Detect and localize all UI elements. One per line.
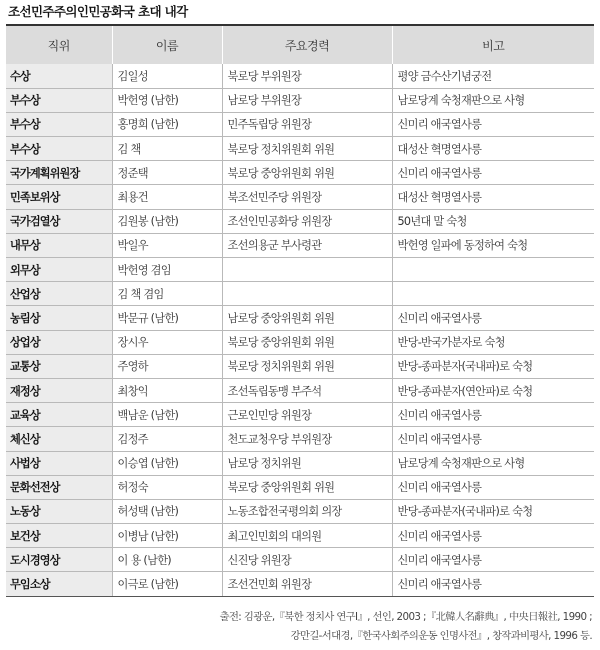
cell-name: 김 책 겸임 xyxy=(112,282,222,306)
cell-career: 남로당 부위원장 xyxy=(222,88,392,112)
cell-position: 문화선전상 xyxy=(6,475,112,499)
cell-name: 허정숙 xyxy=(112,475,222,499)
table-body xyxy=(6,64,594,596)
table-row xyxy=(6,378,594,402)
cell-remarks: 신미리 애국열사릉 xyxy=(392,161,594,185)
cell-career: 남로당 중앙위원회 위원 xyxy=(222,306,392,330)
cell-career: 북로당 정치위원회 위원 xyxy=(222,137,392,161)
cell-position: 보건상 xyxy=(6,524,112,548)
cell-remarks: 신미리 애국열사릉 xyxy=(392,524,594,548)
cell-remarks xyxy=(392,282,594,306)
cell-position: 부수상 xyxy=(6,137,112,161)
cell-remarks: 50년대 말 숙청 xyxy=(392,209,594,233)
cell-position: 상업상 xyxy=(6,330,112,354)
cell-remarks: 반당-종파분자(국내파)로 숙청 xyxy=(392,499,594,523)
cell-name: 박헌영 겸임 xyxy=(112,258,222,282)
cell-position: 산업상 xyxy=(6,282,112,306)
cell-name: 허성택 (남한) xyxy=(112,499,222,523)
cell-name: 장시우 xyxy=(112,330,222,354)
cell-position: 도시경영상 xyxy=(6,548,112,572)
cabinet-table xyxy=(6,26,594,597)
table-row xyxy=(6,354,594,378)
cell-position: 국가검열상 xyxy=(6,209,112,233)
cell-career: 북조선민주당 위원장 xyxy=(222,185,392,209)
cell-name: 백남운 (남한) xyxy=(112,403,222,427)
source-note xyxy=(152,608,592,646)
header-name: 이름 xyxy=(112,26,222,64)
source-line-2: 강만길-서대경,『한국사회주의운동 인명사전』, 창작과비평사, 1996 등. xyxy=(290,630,592,642)
cell-position: 부수상 xyxy=(6,112,112,136)
cell-career: 조선인민공화당 위원장 xyxy=(222,209,392,233)
header-career: 주요경력 xyxy=(222,26,392,64)
cell-career: 북로당 정치위원회 위원 xyxy=(222,354,392,378)
cell-remarks: 남로당계 숙청재판으로 사형 xyxy=(392,451,594,475)
table-row xyxy=(6,475,594,499)
cell-remarks: 대성산 혁명열사릉 xyxy=(392,185,594,209)
cell-position: 내무상 xyxy=(6,233,112,257)
cell-remarks: 반당-종파분자(연안파)로 숙청 xyxy=(392,378,594,402)
table-row xyxy=(6,112,594,136)
cell-position: 교통상 xyxy=(6,354,112,378)
cell-position: 체신상 xyxy=(6,427,112,451)
table-row xyxy=(6,185,594,209)
cell-career: 북로당 중앙위원회 위원 xyxy=(222,161,392,185)
cell-career: 조선건민회 위원장 xyxy=(222,572,392,596)
cell-remarks: 신미리 애국열사릉 xyxy=(392,548,594,572)
cell-remarks: 대성산 혁명열사릉 xyxy=(392,137,594,161)
cell-name: 박일우 xyxy=(112,233,222,257)
cell-position: 사법상 xyxy=(6,451,112,475)
table-row xyxy=(6,209,594,233)
cell-name: 김정주 xyxy=(112,427,222,451)
cell-career: 남로당 정치위원 xyxy=(222,451,392,475)
cell-career: 민주독립당 위원장 xyxy=(222,112,392,136)
cell-career: 천도교청우당 부위원장 xyxy=(222,427,392,451)
cell-name: 정준택 xyxy=(112,161,222,185)
cell-position: 부수상 xyxy=(6,88,112,112)
cell-remarks: 박헌영 일파에 동정하여 숙청 xyxy=(392,233,594,257)
table-row xyxy=(6,499,594,523)
cell-career: 조선의용군 부사령관 xyxy=(222,233,392,257)
cell-remarks: 반당-종파분자(국내파)로 숙청 xyxy=(392,354,594,378)
cell-remarks: 평양 금수산기념궁전 xyxy=(392,64,594,88)
cell-career: 북로당 중앙위원회 위원 xyxy=(222,475,392,499)
table-row xyxy=(6,403,594,427)
cell-name: 박헌영 (남한) xyxy=(112,88,222,112)
table-row xyxy=(6,572,594,596)
cell-position: 민족보위상 xyxy=(6,185,112,209)
cell-remarks xyxy=(392,258,594,282)
cell-remarks: 신미리 애국열사릉 xyxy=(392,572,594,596)
cell-career: 최고인민회의 대의원 xyxy=(222,524,392,548)
cell-career: 조선독립동맹 부주석 xyxy=(222,378,392,402)
cell-position: 농림상 xyxy=(6,306,112,330)
cell-career: 근로인민당 위원장 xyxy=(222,403,392,427)
cell-remarks: 신미리 애국열사릉 xyxy=(392,403,594,427)
cell-career xyxy=(222,258,392,282)
cell-career: 노동조합전국평의회 의장 xyxy=(222,499,392,523)
table-row xyxy=(6,137,594,161)
cell-career: 신진당 위원장 xyxy=(222,548,392,572)
table-row xyxy=(6,282,594,306)
cell-name: 이극로 (남한) xyxy=(112,572,222,596)
cell-name: 홍명희 (남한) xyxy=(112,112,222,136)
cell-name: 주영하 xyxy=(112,354,222,378)
cell-position: 재정상 xyxy=(6,378,112,402)
cell-remarks: 신미리 애국열사릉 xyxy=(392,475,594,499)
header-position: 직위 xyxy=(6,26,112,64)
header-remarks: 비고 xyxy=(392,26,594,64)
cell-name: 김원봉 (남한) xyxy=(112,209,222,233)
source-line-1: 출전: 김광운,『북한 정치사 연구Ⅰ』, 선인, 2003 ;『北韓人名辭典』, 中央日報社, 1990 ; xyxy=(219,611,592,623)
cell-remarks: 반당-반국가분자로 숙청 xyxy=(392,330,594,354)
table-row xyxy=(6,524,594,548)
table-title: 조선민주주의인민공화국 초대 내각 xyxy=(8,4,188,19)
table-row xyxy=(6,88,594,112)
table-header xyxy=(6,26,594,64)
table-row xyxy=(6,233,594,257)
cell-career xyxy=(222,282,392,306)
cell-name: 최창익 xyxy=(112,378,222,402)
cell-name: 이 용 (남한) xyxy=(112,548,222,572)
table-row xyxy=(6,330,594,354)
table-row xyxy=(6,451,594,475)
table-row xyxy=(6,306,594,330)
cell-position: 수상 xyxy=(6,64,112,88)
cell-career: 북로당 중앙위원회 위원 xyxy=(222,330,392,354)
cell-name: 김 책 xyxy=(112,137,222,161)
cell-position: 노동상 xyxy=(6,499,112,523)
cell-position: 교육상 xyxy=(6,403,112,427)
cell-name: 최용건 xyxy=(112,185,222,209)
table-row xyxy=(6,427,594,451)
cell-name: 김일성 xyxy=(112,64,222,88)
table-row xyxy=(6,161,594,185)
table-row xyxy=(6,548,594,572)
cell-name: 이병남 (남한) xyxy=(112,524,222,548)
cell-name: 박문규 (남한) xyxy=(112,306,222,330)
cell-position: 외무상 xyxy=(6,258,112,282)
cell-remarks: 신미리 애국열사릉 xyxy=(392,306,594,330)
cell-remarks: 남로당계 숙청재판으로 사형 xyxy=(392,88,594,112)
table-row xyxy=(6,64,594,88)
cell-name: 이승엽 (남한) xyxy=(112,451,222,475)
cell-remarks: 신미리 애국열사릉 xyxy=(392,427,594,451)
cell-remarks: 신미리 애국열사릉 xyxy=(392,112,594,136)
table-row xyxy=(6,258,594,282)
cell-position: 무임소상 xyxy=(6,572,112,596)
cell-career: 북로당 부위원장 xyxy=(222,64,392,88)
cell-position: 국가계획위원장 xyxy=(6,161,112,185)
